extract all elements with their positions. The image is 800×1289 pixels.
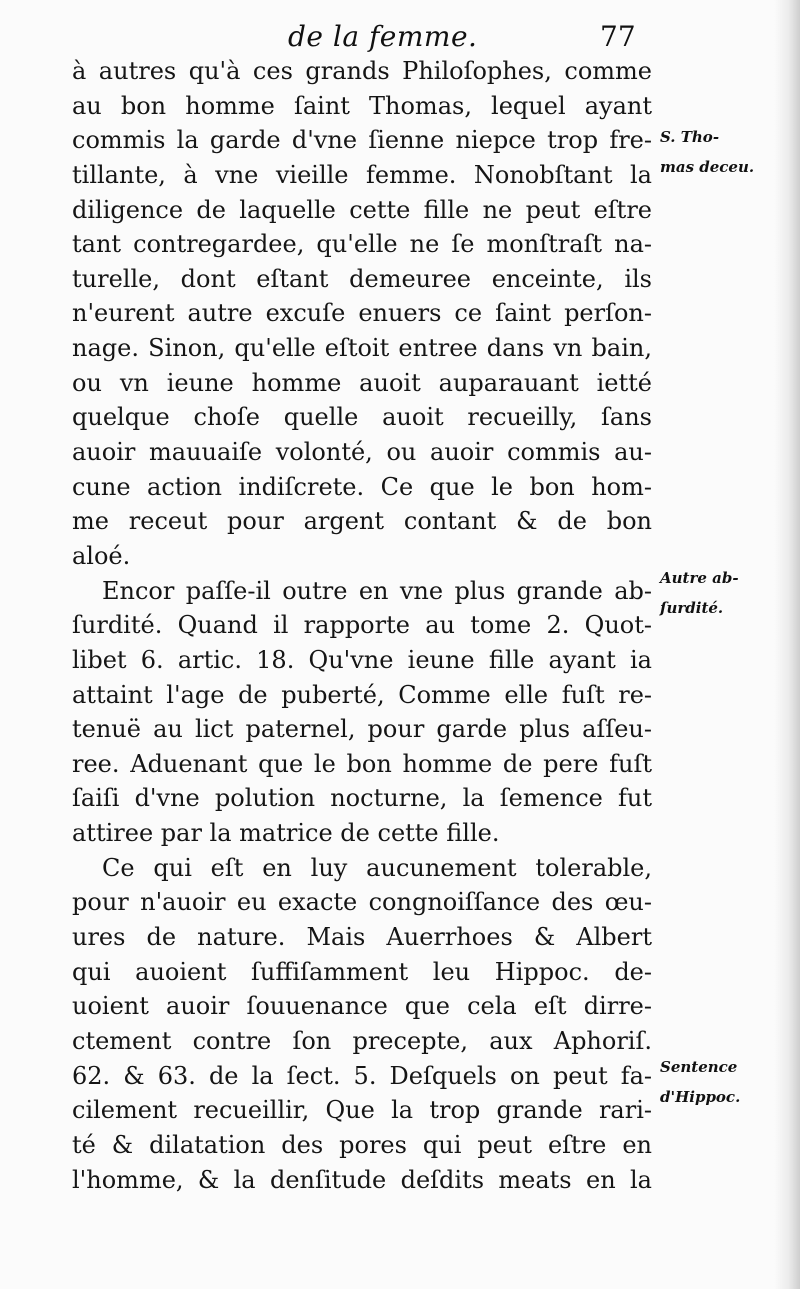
text-line: libet 6. artic. 18. Qu'vne ieune fille ayant ia xyxy=(72,645,652,674)
text-line: quelque choſe quelle auoit recueilly, ſans xyxy=(72,403,652,432)
text-line: tenuë au lict paternel, pour garde plus aſſeu- xyxy=(72,715,652,744)
margin-note-thomas xyxy=(660,122,754,182)
text-line: ou vn ieune homme auoit auparauant ietté xyxy=(72,368,652,397)
page-edge-shadow xyxy=(774,0,800,1289)
text-line: auoir mauuaiſe volonté, ou auoir commis au- xyxy=(72,438,652,467)
margin-note-line: ſurdité. xyxy=(660,599,724,617)
margin-note-absurdite xyxy=(660,563,739,623)
text-line: l'homme, & la denſitude deſdits meats en la xyxy=(72,1165,652,1194)
text-line: attaint l'age de puberté, Comme elle fuſt re- xyxy=(72,680,652,709)
text-line: qui auoient ſuffiſamment leu Hippoc. de- xyxy=(72,957,652,986)
page-number: 77 xyxy=(600,20,636,53)
paragraph-end-line: attiree par la matrice de cette fille. xyxy=(72,819,500,848)
text-line: ures de nature. Mais Auerrhoes & Albert xyxy=(72,923,652,952)
paragraph-start-line: Encor paſſe-il outre en vne plus grande ab- xyxy=(102,576,652,605)
text-line: ctement contre ſon precepte, aux Aphoriſ. xyxy=(72,1026,652,1055)
page-header xyxy=(0,14,800,54)
running-title: de la femme. xyxy=(288,20,478,53)
margin-note-line: S. Tho- xyxy=(660,128,720,146)
text-line: tillante, à vne vieille femme. Nonobſtant la xyxy=(72,160,652,189)
text-line: uoient auoir ſouuenance que cela eſt dirre- xyxy=(72,992,652,1021)
paragraph-end-line: aloé. xyxy=(72,541,131,570)
text-line: diligence de laquelle cette fille ne peut eſtre xyxy=(72,195,652,224)
main-text xyxy=(72,54,652,1197)
text-line: ſaiſi d'vne polution nocturne, la ſemence fut xyxy=(72,784,652,813)
margin-note-line: d'Hippoc. xyxy=(660,1088,741,1106)
text-line: té & dilatation des pores qui peut eſtre en xyxy=(72,1130,652,1159)
margin-note-hippocrates xyxy=(660,1052,740,1112)
text-line: ſurdité. Quand il rapporte au tome 2. Quot- xyxy=(72,611,652,640)
text-line: cilement recueillir, Que la trop grande rari- xyxy=(72,1096,652,1125)
text-line: à autres qu'à ces grands Philoſophes, comme xyxy=(72,57,652,85)
text-line: ree. Aduenant que le bon homme de pere fuſt xyxy=(72,749,652,778)
text-line: me receut pour argent contant & de bon xyxy=(72,507,652,536)
text-line: pour n'auoir eu exacte congnoiſſance des œu- xyxy=(72,888,652,917)
text-line: 62. & 63. de la ſect. 5. Deſquels on peut fa- xyxy=(72,1061,652,1090)
text-line: tant contregardee, qu'elle ne ſe monſtraſt na- xyxy=(72,230,652,259)
margin-note-line: Autre ab- xyxy=(660,569,739,587)
margin-note-line: Sentence xyxy=(660,1058,738,1076)
text-line: nage. Sinon, qu'elle eſtoit entree dans vn bain, xyxy=(72,334,652,363)
text-line: cune action indiſcrete. Ce que le bon hom- xyxy=(72,472,652,501)
text-line: n'eurent autre excuſe enuers ce ſaint perſon- xyxy=(72,299,652,328)
margin-note-line: mas deceu. xyxy=(660,158,755,176)
text-line: turelle, dont eſtant demeuree enceinte, ils xyxy=(72,264,652,293)
text-line: commis la garde d'vne ſienne niepce trop fre- xyxy=(72,126,652,155)
text-line: au bon homme ſaint Thomas, lequel ayant xyxy=(72,91,652,120)
paragraph-start-line: Ce qui eſt en luy aucunement tolerable, xyxy=(102,853,652,882)
